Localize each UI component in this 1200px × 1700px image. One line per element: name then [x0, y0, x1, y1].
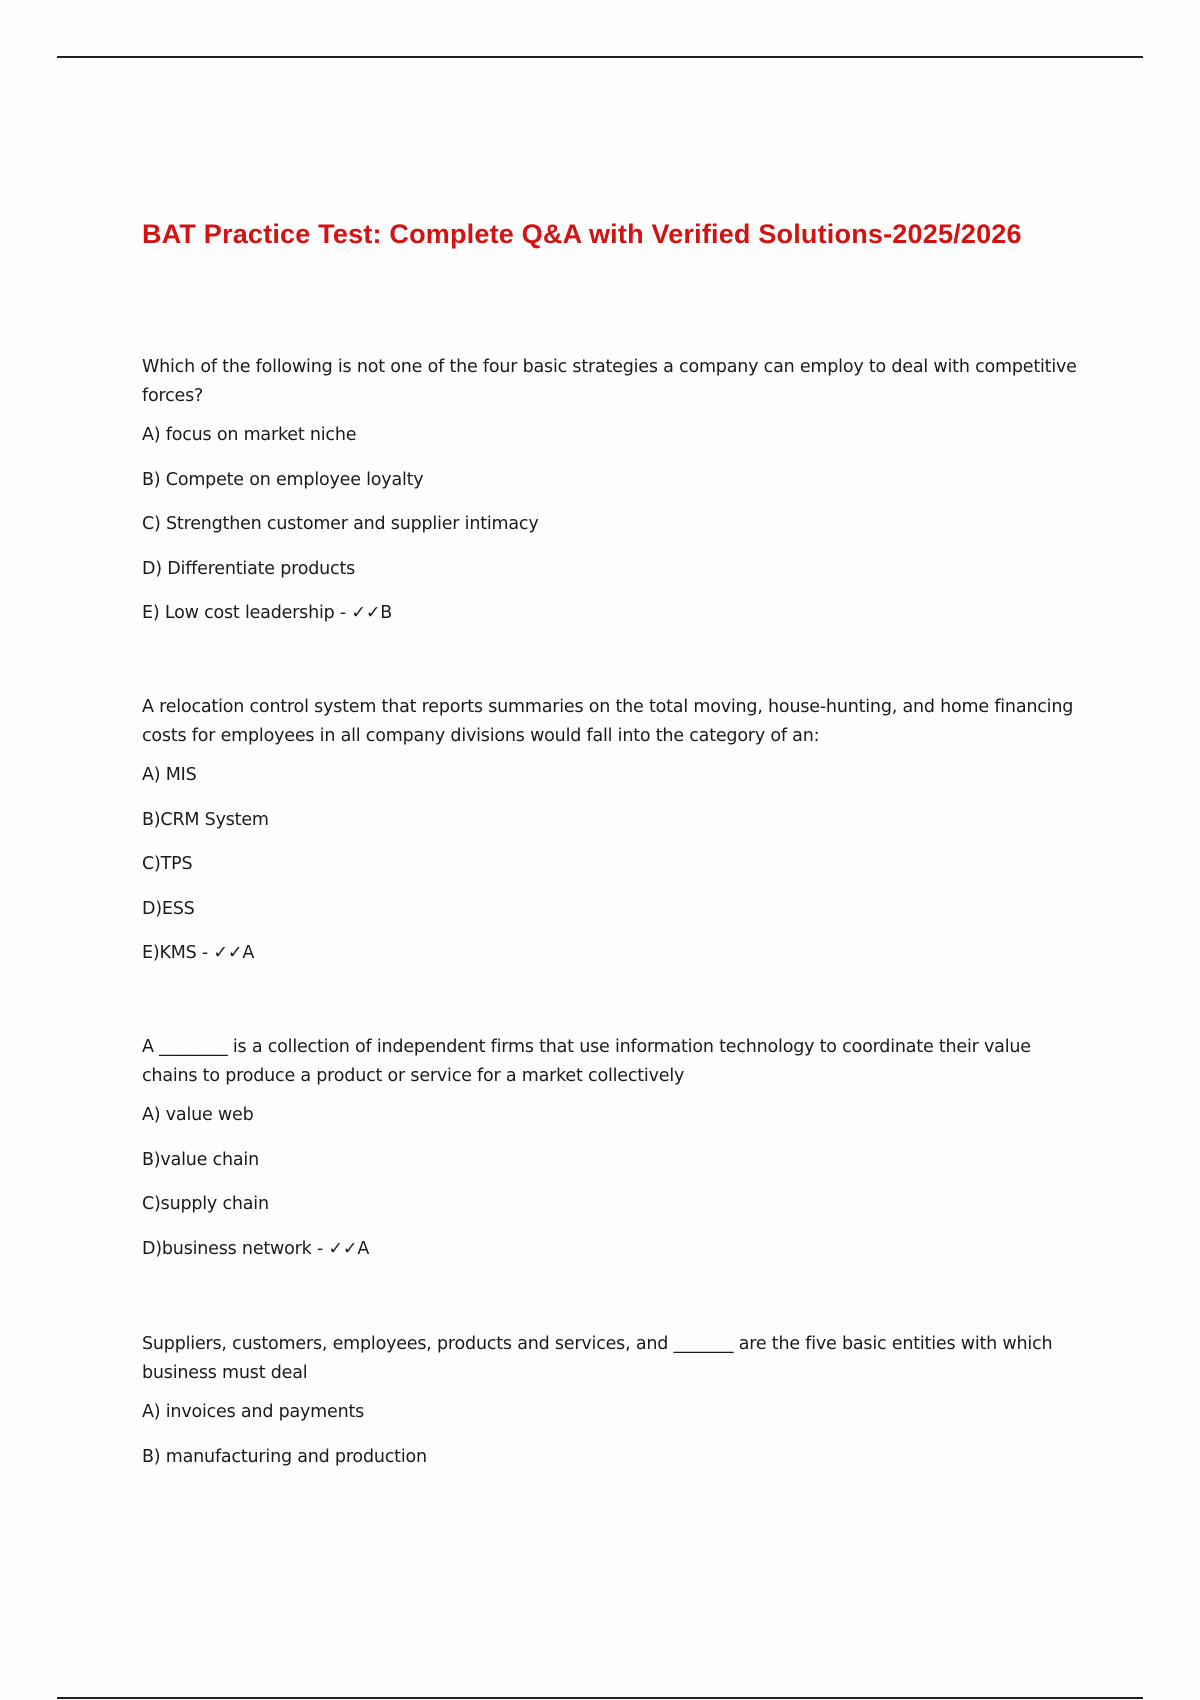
question-block — [142, 1033, 1082, 1281]
question-text: A relocation control system that reports summaries on the total moving, house-hunting, and home financing costs for employees in all company divisions would fall into the category of an: — [142, 697, 1074, 746]
question-text: A ________ is a collection of independent firms that use information technology to coordinate their value chains to produce a product or service for a market collectively — [142, 1037, 1031, 1086]
question-block — [142, 353, 1082, 646]
option-a: A) focus on market niche — [142, 425, 357, 445]
question-text: Suppliers, customers, employees, products and services, and _______ are the five basic entities with which business must deal — [142, 1334, 1053, 1383]
option-c: C)supply chain — [142, 1194, 269, 1214]
option-e-with-answer: E)KMS - ✓✓A — [142, 943, 255, 963]
answer-options — [142, 1103, 1082, 1261]
answer-options — [142, 763, 1082, 965]
option-b: B) manufacturing and production — [142, 1446, 427, 1467]
question-text: Which of the following is not one of the four basic strategies a company can employ to deal with competitive forces? — [142, 357, 1077, 406]
document-title: BAT Practice Test: Complete Q&A with Verified Solutions-2025/2026 — [142, 219, 1022, 249]
option-c: C)TPS — [142, 854, 193, 874]
footer-rule — [57, 1697, 1143, 1699]
option-d-with-answer: D)business network - ✓✓A — [142, 1238, 370, 1259]
option-a: A) value web — [142, 1105, 254, 1125]
question-block — [142, 693, 1082, 986]
header-rule — [57, 56, 1143, 58]
option-c: C) Strengthen customer and supplier intimacy — [142, 514, 539, 534]
option-e-with-answer: E) Low cost leadership - ✓✓B — [142, 603, 393, 623]
option-b: B)value chain — [142, 1149, 259, 1170]
option-d: D) Differentiate products — [142, 558, 356, 579]
answer-options — [142, 1400, 1082, 1469]
question-block — [142, 1330, 1082, 1489]
option-d: D)ESS — [142, 898, 195, 919]
option-b: B) Compete on employee loyalty — [142, 469, 424, 490]
answer-options — [142, 423, 1082, 625]
option-b: B)CRM System — [142, 809, 269, 830]
option-a: A) invoices and payments — [142, 1402, 365, 1422]
option-a: A) MIS — [142, 765, 197, 785]
